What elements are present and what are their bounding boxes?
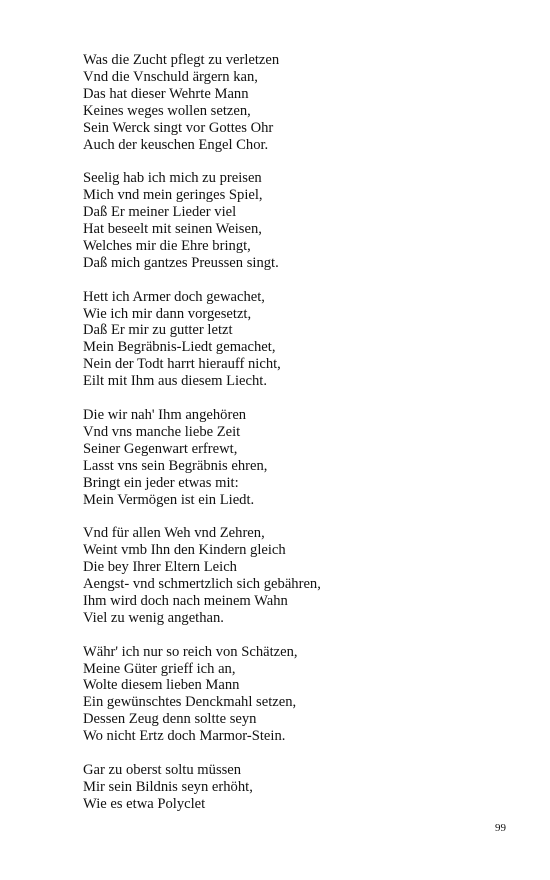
poem-line: Vnd vns manche liebe Zeit	[83, 423, 241, 440]
poem-line: Mein Vermögen ist ein Liedt.	[83, 491, 255, 508]
poem-line: Daß Er meiner Lieder viel	[83, 204, 237, 221]
poem-line: Aengst- vnd schmertzlich sich gebähren,	[83, 576, 321, 593]
poem-line: Bringt ein jeder etwas mit:	[83, 474, 239, 491]
poem-stanza	[83, 407, 523, 508]
poem-line: Mein Begräbnis-Liedt gemachet,	[83, 339, 276, 356]
poem-line: Daß mich gantzes Preussen singt.	[83, 254, 279, 271]
poem-line: Mich vnd mein geringes Spiel,	[83, 187, 263, 204]
poem-line: Gar zu oberst soltu müssen	[83, 761, 242, 778]
poem-stanza	[83, 170, 523, 271]
poem-body	[83, 52, 523, 813]
poem-line: Ihm wird doch nach meinem Wahn	[83, 592, 288, 609]
poem-line: Hett ich Armer doch gewachet,	[83, 288, 265, 305]
poem-line: Nein der Todt harrt hierauff nicht,	[83, 356, 281, 373]
poem-line: Seelig hab ich mich zu preisen	[83, 170, 262, 187]
poem-line: Eilt mit Ihm aus diesem Liecht.	[83, 373, 268, 390]
poem-line: Ein gewünschtes Denckmahl setzen,	[83, 694, 297, 711]
page-number: 99	[495, 822, 506, 834]
poem-stanza	[83, 52, 523, 153]
poem-line: Sein Werck singt vor Gottes Ohr	[83, 119, 274, 136]
poem-line: Vnd die Vnschuld ärgern kan,	[83, 68, 258, 85]
poem-stanza	[83, 762, 523, 813]
poem-line: Weint vmb Ihn den Kindern gleich	[83, 542, 286, 559]
poem-line: Dessen Zeug denn soltte seyn	[83, 711, 257, 728]
poem-stanza	[83, 525, 523, 626]
poem-stanza	[83, 644, 523, 745]
poem-line: Daß Er mir zu gutter letzt	[83, 322, 233, 339]
poem-line: Wo nicht Ertz doch Marmor-Stein.	[83, 728, 286, 745]
poem-line: Mir sein Bildnis seyn erhöht,	[83, 778, 253, 795]
poem-line: Hat beseelt mit seinen Weisen,	[83, 221, 262, 238]
poem-line: Vnd für allen Weh vnd Zehren,	[83, 525, 265, 542]
poem-line: Was die Zucht pflegt zu verletzen	[83, 52, 280, 68]
poem-line: Meine Güter grieff ich an,	[83, 660, 236, 677]
poem-line: Welches mir die Ehre bringt,	[83, 237, 251, 254]
poem-line: Wie ich mir dann vorgesetzt,	[83, 305, 252, 322]
poem-line: Das hat dieser Wehrte Mann	[83, 85, 249, 102]
poem-line: Die wir nah' Ihm angehören	[83, 406, 247, 423]
poem-line: Währ' ich nur so reich von Schätzen,	[83, 643, 298, 660]
poem-line: Auch der keuschen Engel Chor.	[83, 136, 269, 153]
poem-line: Viel zu wenig angethan.	[83, 609, 224, 626]
poem-line: Wie es etwa Polyclet	[83, 795, 206, 812]
poem-stanza	[83, 289, 523, 390]
poem-line: Lasst vns sein Begräbnis ehren,	[83, 457, 268, 474]
poem-line: Die bey Ihrer Eltern Leich	[83, 559, 237, 576]
poem-line: Keines weges wollen setzen,	[83, 102, 251, 119]
poem-line: Wolte diesem lieben Mann	[83, 677, 240, 694]
poem-line: Seiner Gegenwart erfrewt,	[83, 440, 238, 457]
